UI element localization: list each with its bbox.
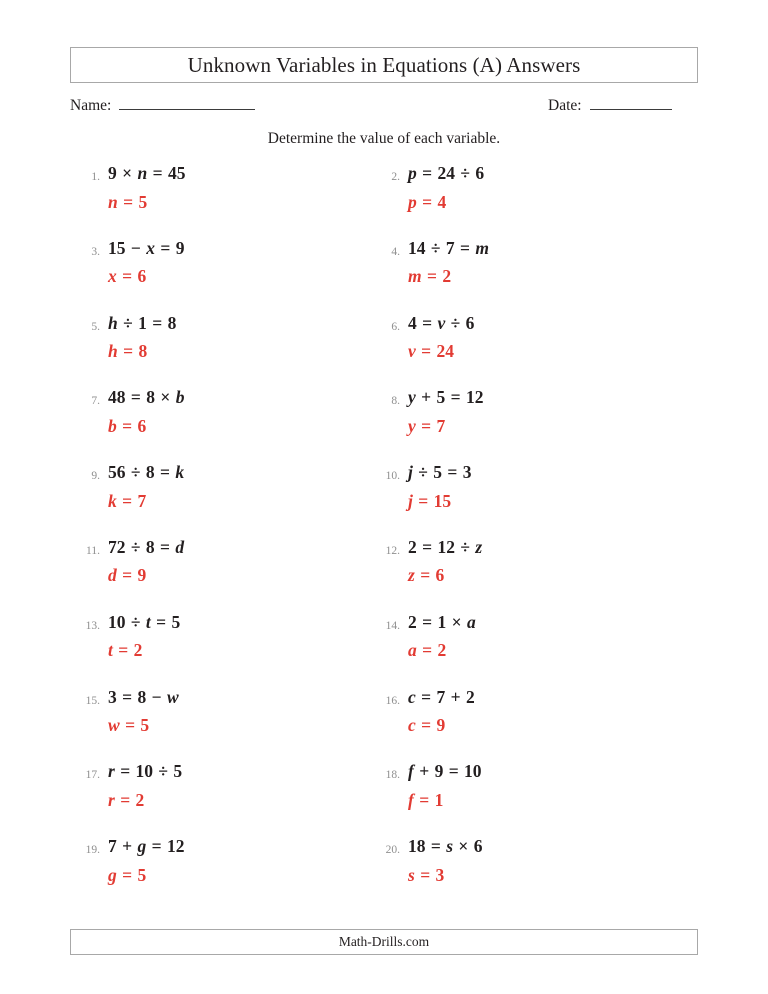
problem-item xyxy=(372,463,672,538)
problem-number: 8. xyxy=(391,395,400,408)
problem-equation: f + 9 = 10 xyxy=(408,761,482,782)
problem-body xyxy=(108,314,176,361)
problem-equation: 10 ÷ t = 5 xyxy=(108,611,181,632)
problem-item xyxy=(372,164,672,239)
problem-answer: h = 8 xyxy=(108,341,148,362)
problem-number: 20. xyxy=(385,844,400,857)
problem-item xyxy=(72,463,372,538)
problem-body xyxy=(408,164,484,211)
problem-row xyxy=(0,538,768,613)
page-title: Unknown Variables in Equations (A) Answers xyxy=(187,52,581,77)
problem-number: 3. xyxy=(91,245,100,258)
problem-number: 6. xyxy=(391,320,400,333)
problem-row xyxy=(0,463,768,538)
problem-number: 16. xyxy=(385,694,400,707)
problems-grid xyxy=(0,164,768,912)
instruction-text: Determine the value of each variable. xyxy=(267,130,501,147)
problem-body xyxy=(408,463,471,510)
name-field-group xyxy=(70,95,255,115)
problem-row xyxy=(0,762,768,837)
problem-answer: k = 7 xyxy=(108,490,147,511)
problem-number: 10. xyxy=(385,470,400,483)
problem-item xyxy=(372,388,672,463)
problem-answer: y = 7 xyxy=(408,415,446,436)
title-box xyxy=(70,47,698,83)
problem-equation: h ÷ 1 = 8 xyxy=(108,312,177,333)
problem-equation: 7 + g = 12 xyxy=(108,836,185,857)
problem-answer: j = 15 xyxy=(408,490,452,511)
problem-answer: b = 6 xyxy=(108,415,147,436)
problem-body xyxy=(108,613,180,660)
problem-item xyxy=(72,164,372,239)
problem-number: 4. xyxy=(391,245,400,258)
problem-answer: w = 5 xyxy=(108,715,150,736)
problem-equation: 2 = 1 × a xyxy=(408,611,476,632)
problem-body xyxy=(108,688,179,735)
problem-equation: y + 5 = 12 xyxy=(408,387,484,408)
problem-body xyxy=(408,837,483,884)
problem-equation: 9 × n = 45 xyxy=(108,163,186,183)
problem-answer: f = 1 xyxy=(408,789,444,810)
problem-answer: s = 3 xyxy=(408,864,445,885)
problem-body xyxy=(108,538,184,585)
problem-item xyxy=(372,837,672,912)
problem-answer: a = 2 xyxy=(408,640,447,661)
problem-answer: r = 2 xyxy=(108,789,145,810)
problem-row xyxy=(0,837,768,912)
problem-number: 18. xyxy=(385,769,400,782)
problem-equation: p = 24 ÷ 6 xyxy=(408,163,485,183)
problem-body xyxy=(408,688,475,735)
problem-number: 9. xyxy=(91,470,100,483)
problem-body xyxy=(408,613,476,660)
problem-body xyxy=(108,164,185,211)
problem-number: 19. xyxy=(85,844,100,857)
problem-body xyxy=(108,762,182,809)
problem-answer: c = 9 xyxy=(408,715,446,736)
problem-item xyxy=(72,388,372,463)
problem-row xyxy=(0,613,768,688)
problem-item xyxy=(372,239,672,314)
problem-equation: 14 ÷ 7 = m xyxy=(408,237,489,258)
problem-body xyxy=(408,239,489,286)
problem-item xyxy=(72,613,372,688)
footer-attribution: Math-Drills.com xyxy=(338,934,430,949)
problem-body xyxy=(408,314,474,361)
problem-number: 5. xyxy=(91,320,100,333)
problem-row xyxy=(0,314,768,389)
problem-answer: n = 5 xyxy=(108,191,148,212)
problem-answer: m = 2 xyxy=(408,266,452,287)
problem-equation: 56 ÷ 8 = k xyxy=(108,462,185,483)
problem-answer: p = 4 xyxy=(408,191,447,212)
footer-box xyxy=(70,929,698,955)
problem-item xyxy=(72,762,372,837)
problem-body xyxy=(408,538,482,585)
problem-row xyxy=(0,388,768,463)
problem-number: 7. xyxy=(91,395,100,408)
problem-equation: 18 = s × 6 xyxy=(408,836,483,857)
problem-row xyxy=(0,239,768,314)
date-field-group xyxy=(548,95,672,115)
problem-body xyxy=(108,239,184,286)
problem-answer: z = 6 xyxy=(408,565,445,586)
problem-item xyxy=(72,837,372,912)
problem-body xyxy=(108,388,184,435)
name-date-row xyxy=(70,95,700,121)
problem-number: 1. xyxy=(91,171,100,183)
problem-item xyxy=(72,314,372,389)
problem-item xyxy=(372,538,672,613)
problem-body xyxy=(108,837,184,884)
problem-number: 15. xyxy=(85,694,100,707)
name-label: Name: xyxy=(70,97,112,114)
problem-equation: 2 = 12 ÷ z xyxy=(408,536,483,557)
name-input-line[interactable] xyxy=(119,95,255,110)
problem-answer: x = 6 xyxy=(108,266,147,287)
problem-row xyxy=(0,164,768,239)
problem-item xyxy=(372,762,672,837)
problem-answer: t = 2 xyxy=(108,640,143,661)
problem-number: 11. xyxy=(86,544,100,557)
date-label: Date: xyxy=(548,97,582,114)
problem-equation: r = 10 ÷ 5 xyxy=(108,761,183,782)
problem-item xyxy=(72,239,372,314)
problem-item xyxy=(72,538,372,613)
problem-row xyxy=(0,688,768,763)
problem-equation: c = 7 + 2 xyxy=(408,686,475,707)
problem-number: 2. xyxy=(391,171,400,183)
problem-item xyxy=(72,688,372,763)
problem-body xyxy=(408,762,482,809)
problem-equation: 48 = 8 × b xyxy=(108,387,185,408)
problem-body xyxy=(408,388,484,435)
problem-body xyxy=(108,463,184,510)
problem-item xyxy=(372,688,672,763)
problem-answer: g = 5 xyxy=(108,864,147,885)
problem-answer: v = 24 xyxy=(408,341,455,362)
problem-answer: d = 9 xyxy=(108,565,147,586)
date-input-line[interactable] xyxy=(590,95,672,110)
problem-item xyxy=(372,613,672,688)
problem-equation: j ÷ 5 = 3 xyxy=(408,462,472,483)
problem-number: 12. xyxy=(385,544,400,557)
problem-number: 13. xyxy=(85,619,100,632)
problem-equation: 72 ÷ 8 = d xyxy=(108,536,185,557)
problem-item xyxy=(372,314,672,389)
problem-number: 14. xyxy=(385,619,400,632)
problem-equation: 4 = v ÷ 6 xyxy=(408,312,475,333)
problem-equation: 3 = 8 − w xyxy=(108,686,179,707)
problem-number: 17. xyxy=(85,769,100,782)
problem-equation: 15 − x = 9 xyxy=(108,237,185,258)
